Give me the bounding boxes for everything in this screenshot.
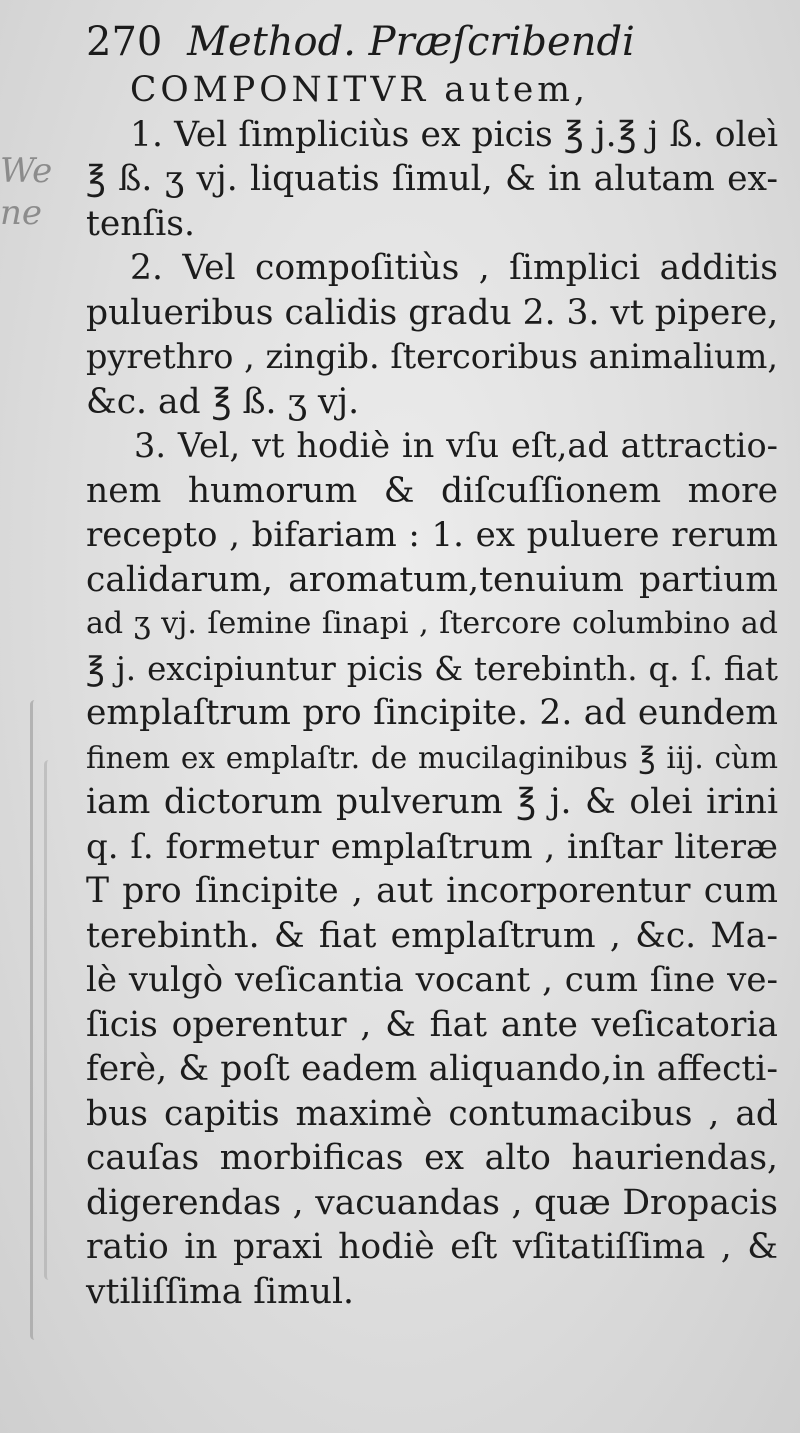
text-line: pulueribus calidis gradu 2. 3. vt pipere,: [86, 292, 779, 333]
text-line: 3. Vel, vt hodiè in vſu eſt,ad attractio-: [134, 426, 778, 465]
text-line: 2. Vel compoſitiùs , ſimplici additis: [130, 248, 778, 288]
text-line: calidarum, aromatum,tenuium partium: [86, 559, 778, 600]
text-line: ſicis operentur , & fiat ante veſicatoria: [86, 1004, 778, 1045]
pencil-mark: [44, 760, 53, 1280]
text-line: tenſis.: [86, 203, 195, 244]
text-line: COMPONITVR autem,: [130, 70, 589, 110]
running-title: Method. Præſcribendi: [187, 19, 635, 65]
text-line: ℥ ß. ʒ vj. liquatis ſimul, & in alutam ex-: [86, 159, 778, 199]
text-line: q. ſ. formetur emplaſtrum , inſtar literæ: [86, 826, 778, 867]
text-line: recepto , bifariam : 1. ex puluere rerum: [86, 515, 778, 555]
text-line: nem humorum & diſcuſſionem more: [86, 470, 778, 511]
text-line: ratio in praxi hodiè eſt vſitatiſſima , &: [86, 1227, 778, 1267]
text-line: terebinth. & fiat emplaſtrum , &c. Ma-: [86, 915, 778, 956]
body-text: [86, 68, 778, 1314]
text-line: vtiliſſima ſimul.: [86, 1271, 355, 1312]
text-line: ad ʒ vj. ſemine ſinapi , ſtercore columbino ad: [86, 606, 778, 641]
text-line: digerendas , vacuandas , quæ Dropacis: [86, 1182, 778, 1223]
margin-note-line-2: ne: [0, 193, 43, 233]
text-line: bus capitis maximè contumacibus , ad: [86, 1093, 778, 1134]
text-line: cauſas morbificas ex alto hauriendas,: [86, 1138, 778, 1178]
text-line: ferè, & poſt eadem aliquando,in affecti-: [86, 1049, 778, 1089]
text-line: finem ex emplaſtr. de mucilaginibus ℥ iij. cùm: [86, 740, 778, 775]
text-line: &c. ad ℥ ß. ʒ vj.: [86, 381, 360, 422]
text-line: pyrethro , zingib. ſtercoribus animalium,: [86, 337, 778, 376]
text-line: lè vulgò veſicantia vocant , cum ſine ve-: [86, 960, 778, 1000]
text-line: ℥ j. excipiuntur picis & terebinth. q. ſ. fiat: [86, 649, 778, 688]
text-line: emplaſtrum pro ſincipite. 2. ad eundem: [86, 693, 778, 733]
text-line: iam dictorum pulverum ℥ j. & olei irini: [86, 782, 778, 822]
text-line: 1. Vel ſimpliciùs ex picis ℥ j.℥ j ß. oleì: [130, 114, 778, 155]
pencil-mark: [30, 700, 39, 1340]
margin-note-line-1: We: [0, 151, 53, 191]
page-number: 270: [86, 19, 163, 65]
text-line: T pro ſincipite , aut incorporentur cum: [86, 871, 778, 911]
page-header: [86, 12, 786, 72]
margin-handwriting: [0, 150, 52, 234]
